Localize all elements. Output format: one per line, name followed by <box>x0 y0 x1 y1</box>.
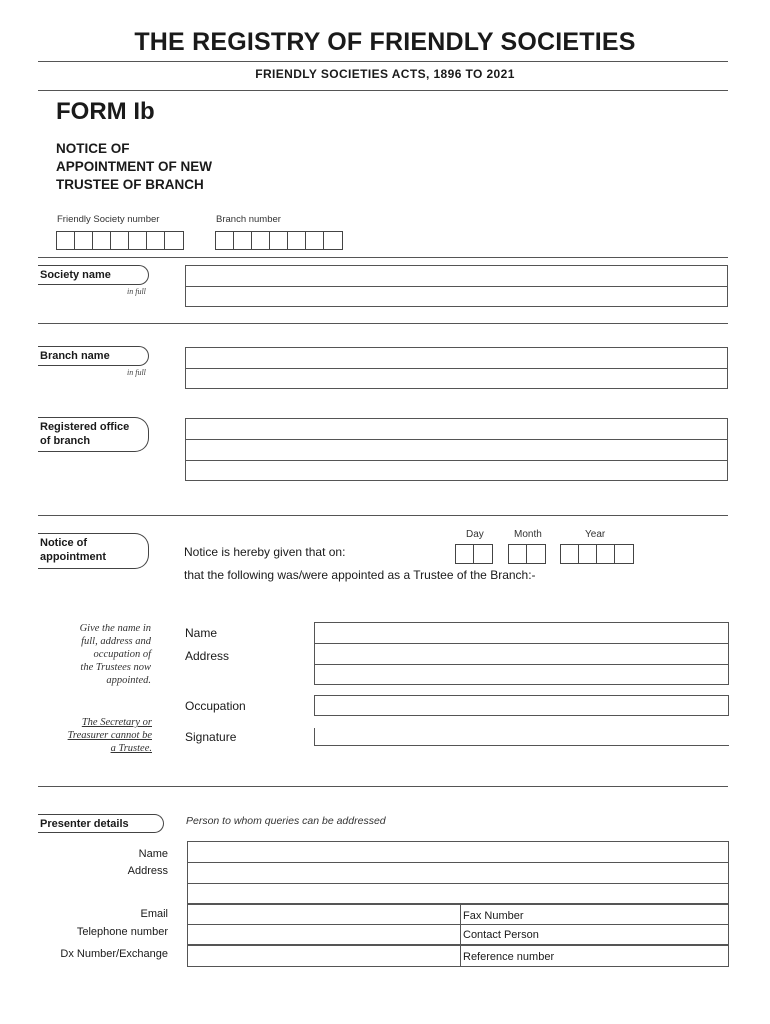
form-number: FORM Ib <box>56 98 155 125</box>
divider <box>38 61 728 62</box>
year-label: Year <box>585 529 606 540</box>
society-name-input[interactable] <box>185 265 728 307</box>
presenter-contact-label: Contact Person <box>463 929 539 941</box>
society-number-label: Friendly Society number <box>57 214 160 225</box>
note-line: Treasurer cannot be <box>67 730 152 741</box>
branch-number-label: Branch number <box>216 214 281 225</box>
notice-title-line: NOTICE OF <box>56 141 130 156</box>
month-input[interactable] <box>508 544 546 564</box>
registered-office-line: of branch <box>40 435 91 447</box>
presenter-name-label: Name <box>138 848 168 860</box>
notice-title <box>56 140 212 194</box>
year-input[interactable] <box>560 544 634 564</box>
registered-office-input[interactable] <box>185 418 728 481</box>
branch-name-label: Branch name <box>38 346 149 366</box>
presenter-email-label: Email <box>140 908 168 920</box>
presenter-details-label: Presenter details <box>38 814 164 833</box>
presenter-email-input[interactable] <box>187 904 461 925</box>
divider <box>38 786 728 787</box>
divider <box>38 257 728 258</box>
branch-number-input[interactable] <box>215 231 343 250</box>
note-line: the Trustees now <box>80 662 151 673</box>
page-subtitle: FRIENDLY SOCIETIES ACTS, 1896 TO 2021 <box>255 67 515 81</box>
trustee-occupation-label: Occupation <box>185 699 246 713</box>
presenter-fax-label: Fax Number <box>463 910 524 922</box>
notice-title-line: TRUSTEE OF BRANCH <box>56 177 204 192</box>
society-name-label: Society name <box>38 265 149 285</box>
trustee-name-label: Name <box>185 626 218 640</box>
notice-of-appointment-line: Notice of <box>40 537 88 549</box>
presenter-dx-label: Dx Number/Exchange <box>60 948 168 960</box>
presenter-hint: Person to whom queries can be addressed <box>186 815 386 827</box>
presenter-dx-input[interactable] <box>187 945 461 967</box>
registered-office-line: Registered office <box>40 421 130 433</box>
notice-title-line: APPOINTMENT OF NEW <box>56 159 212 174</box>
notice-of-appointment-label <box>38 533 149 569</box>
note-line: occupation of <box>93 649 151 660</box>
secretary-note <box>30 716 152 755</box>
society-number-input[interactable] <box>56 231 184 250</box>
trustee-occupation-input[interactable] <box>314 695 729 716</box>
divider <box>38 515 728 516</box>
trustee-name-address-input[interactable] <box>314 622 729 685</box>
note-line: full, address and <box>81 636 151 647</box>
month-label: Month <box>514 529 542 540</box>
notice-given-text: Notice is hereby given that on: <box>184 545 346 559</box>
trustee-address-label: Address <box>185 649 230 663</box>
notice-of-appointment-line: appointment <box>40 551 106 563</box>
trustee-signature-input[interactable] <box>314 728 729 746</box>
presenter-telephone-input[interactable] <box>187 924 461 945</box>
note-line: a Trustee. <box>110 743 152 754</box>
presenter-name-address-input[interactable] <box>187 841 729 904</box>
trustee-instructions-note <box>40 622 151 687</box>
registered-office-label <box>38 417 149 452</box>
society-name-hint: in full <box>127 287 146 296</box>
divider <box>38 90 728 91</box>
branch-name-input[interactable] <box>185 347 728 389</box>
presenter-telephone-label: Telephone number <box>76 926 168 938</box>
presenter-address-label: Address <box>127 865 168 877</box>
day-input[interactable] <box>455 544 493 564</box>
note-line: Give the name in <box>79 623 151 634</box>
page-title: THE REGISTRY OF FRIENDLY SOCIETIES <box>134 28 636 56</box>
branch-name-hint: in full <box>127 368 146 377</box>
trustee-signature-label: Signature <box>185 730 237 744</box>
note-line: appointed. <box>106 675 151 686</box>
day-label: Day <box>466 529 484 540</box>
notice-appointed-text: that the following was/were appointed as a Trustee of the Branch:- <box>184 568 536 582</box>
presenter-reference-label: Reference number <box>463 951 555 963</box>
note-line: The Secretary or <box>81 717 152 728</box>
divider <box>38 323 728 324</box>
